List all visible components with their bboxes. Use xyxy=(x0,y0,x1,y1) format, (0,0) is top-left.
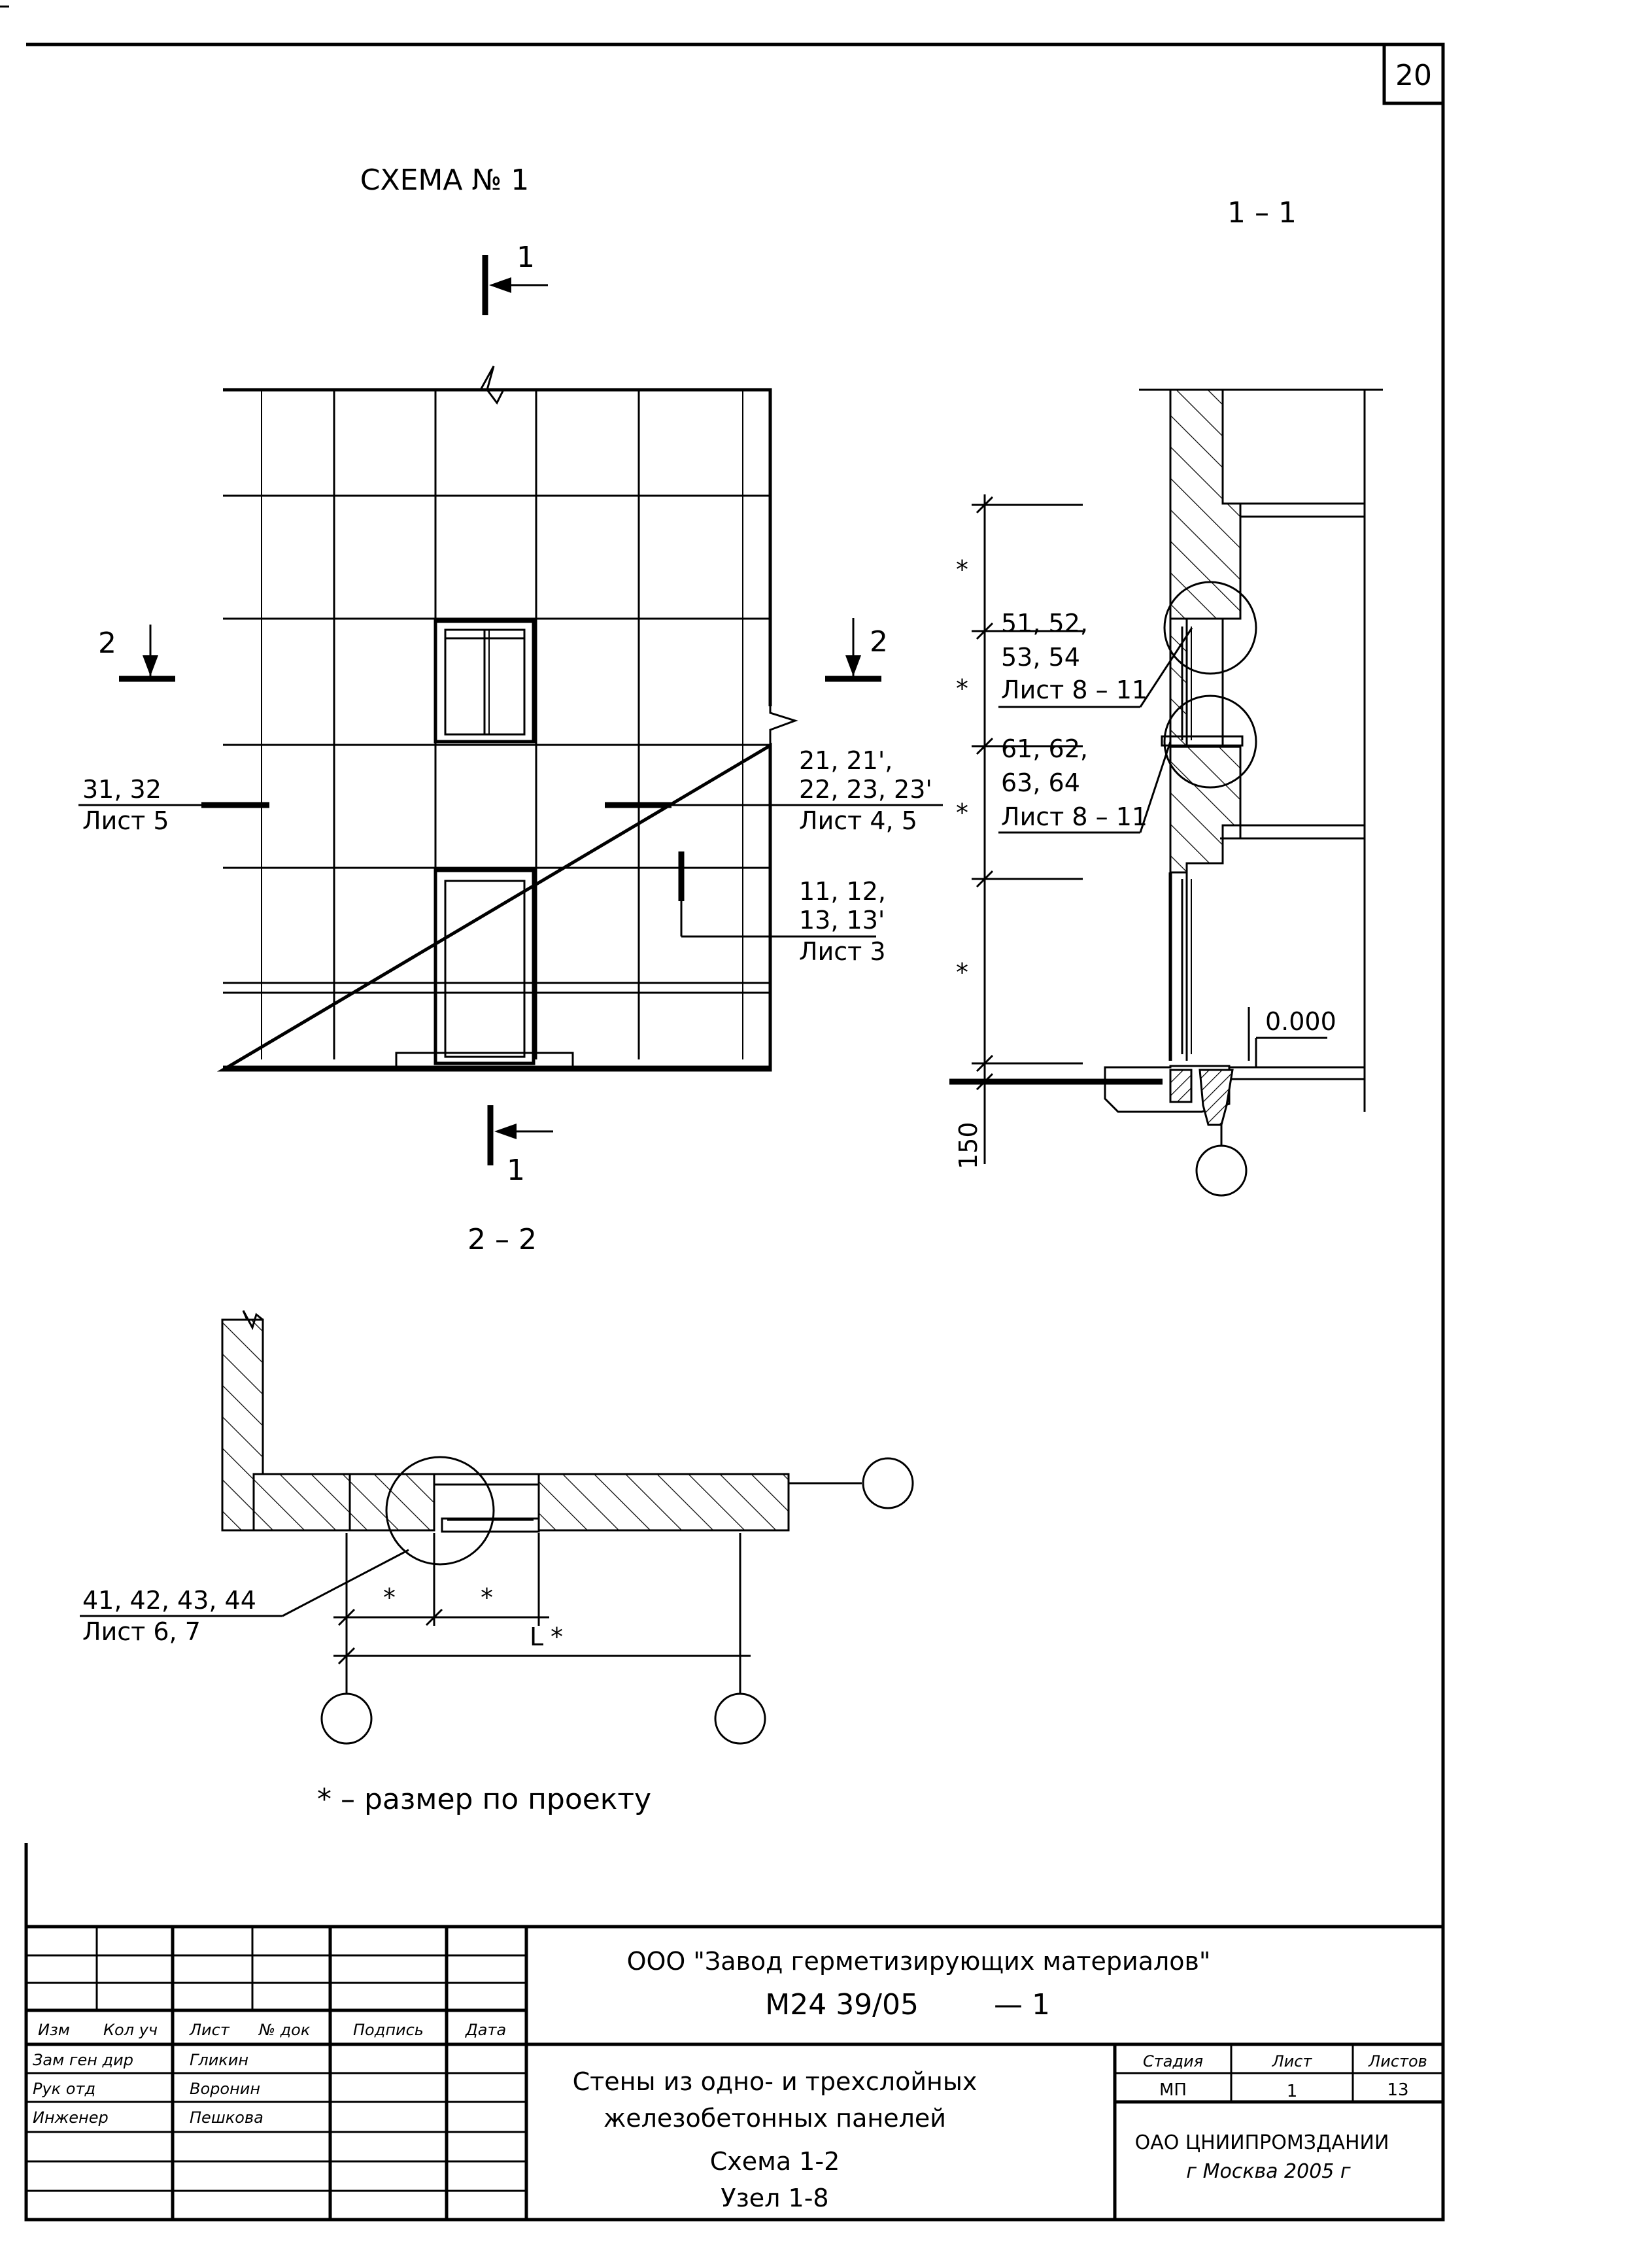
svg-text:51, 52,: 51, 52, xyxy=(1001,609,1088,638)
svg-text:11, 12,: 11, 12, xyxy=(799,877,886,906)
svg-text:Узел 1-8: Узел 1-8 xyxy=(721,2184,829,2212)
dim-150: 150 xyxy=(954,1122,983,1169)
svg-text:Зам ген дир: Зам ген дир xyxy=(33,2051,133,2069)
svg-text:Стадия: Стадия xyxy=(1142,2052,1204,2070)
callout-51-54 xyxy=(998,609,1192,707)
svg-text:*: * xyxy=(481,1583,493,1612)
svg-text:1: 1 xyxy=(1286,2082,1298,2101)
section-2-2 xyxy=(222,1311,913,1744)
svg-text:Лист 6, 7: Лист 6, 7 xyxy=(82,1617,201,1646)
svg-text:1: 1 xyxy=(517,241,535,274)
cut-mark-1-top xyxy=(485,241,548,315)
dim-L: L xyxy=(530,1623,544,1651)
company-name: ОАО ЦНИИПРОМЗДАНИИ xyxy=(1134,2131,1389,2154)
svg-text:Лист 5: Лист 5 xyxy=(82,806,169,835)
svg-text:53, 54: 53, 54 xyxy=(1001,643,1080,672)
svg-text:*: * xyxy=(551,1623,563,1651)
svg-text:Лист 8 – 11: Лист 8 – 11 xyxy=(1001,802,1148,831)
svg-text:Пешкова: Пешкова xyxy=(190,2108,264,2127)
svg-text:*: * xyxy=(383,1583,396,1612)
svg-text:1: 1 xyxy=(507,1154,525,1187)
callout-31-32 xyxy=(78,775,269,835)
sheet-frame xyxy=(0,7,1443,2220)
svg-text:МП: МП xyxy=(1159,2080,1187,2100)
callout-41-44 xyxy=(80,1550,409,1646)
title-block xyxy=(26,1927,1443,2220)
org-name: ООО "Завод герметизирующих материалов" xyxy=(626,1947,1211,1976)
svg-text:Воронин: Воронин xyxy=(190,2080,261,2098)
city-year: г Москва 2005 г xyxy=(1186,2160,1351,2183)
facade-elevation xyxy=(223,366,795,1070)
document-code: М24 39/05 xyxy=(765,1988,919,2021)
svg-text:Лист: Лист xyxy=(1272,2052,1312,2070)
callout-21-23 xyxy=(605,746,943,835)
svg-text:Гликин: Гликин xyxy=(190,2051,249,2069)
svg-text:Инженер: Инженер xyxy=(33,2108,109,2127)
level-mark: 0.000 xyxy=(1265,1007,1336,1036)
section-2-2-title: 2 – 2 xyxy=(468,1223,537,1256)
svg-text:61, 62,: 61, 62, xyxy=(1001,734,1088,763)
document-code-suffix: — 1 xyxy=(994,1988,1050,2021)
svg-text:2: 2 xyxy=(870,625,888,659)
footnote: * – размер по проекту xyxy=(317,1783,652,1816)
scheme-title: СХЕМА № 1 xyxy=(360,163,530,197)
cut-mark-1-bottom xyxy=(490,1105,553,1187)
callout-61-64 xyxy=(998,734,1170,833)
svg-text:Лист 4, 5: Лист 4, 5 xyxy=(799,806,917,835)
svg-text:21, 21',: 21, 21', xyxy=(799,746,893,775)
svg-text:Изм: Изм xyxy=(38,2021,70,2039)
svg-text:41, 42, 43, 44: 41, 42, 43, 44 xyxy=(82,1586,256,1615)
svg-text:22, 23, 23': 22, 23, 23' xyxy=(799,775,932,804)
svg-text:Стены из одно- и трехслойных: Стены из одно- и трехслойных xyxy=(572,2067,978,2096)
svg-text:2: 2 xyxy=(98,627,116,660)
svg-text:13, 13': 13, 13' xyxy=(799,906,885,935)
sheet-number: 20 xyxy=(1395,59,1432,92)
svg-text:13: 13 xyxy=(1387,2080,1409,2100)
cut-mark-2-right xyxy=(825,618,888,679)
svg-text:*: * xyxy=(956,674,968,703)
svg-text:№ док: № док xyxy=(259,2021,311,2039)
svg-text:*: * xyxy=(956,958,968,987)
svg-text:Лист 3: Лист 3 xyxy=(799,937,886,966)
svg-text:*: * xyxy=(956,555,968,584)
svg-text:Лист 8 – 11: Лист 8 – 11 xyxy=(1001,676,1148,704)
svg-text:Листов: Листов xyxy=(1368,2052,1427,2070)
svg-text:Кол уч: Кол уч xyxy=(103,2021,158,2039)
svg-text:Лист: Лист xyxy=(190,2021,230,2039)
svg-text:Рук отд: Рук отд xyxy=(33,2080,96,2098)
cut-mark-2-left xyxy=(98,625,175,679)
svg-text:31, 32: 31, 32 xyxy=(82,775,162,804)
svg-text:*: * xyxy=(956,799,968,827)
svg-text:Подпись: Подпись xyxy=(353,2021,424,2039)
svg-text:Схема 1-2: Схема 1-2 xyxy=(709,2147,840,2176)
svg-text:63, 64: 63, 64 xyxy=(1001,768,1080,797)
svg-text:Дата: Дата xyxy=(466,2021,507,2039)
svg-text:железобетонных панелей: железобетонных панелей xyxy=(604,2104,946,2133)
section-1-1-title: 1 – 1 xyxy=(1227,196,1297,230)
